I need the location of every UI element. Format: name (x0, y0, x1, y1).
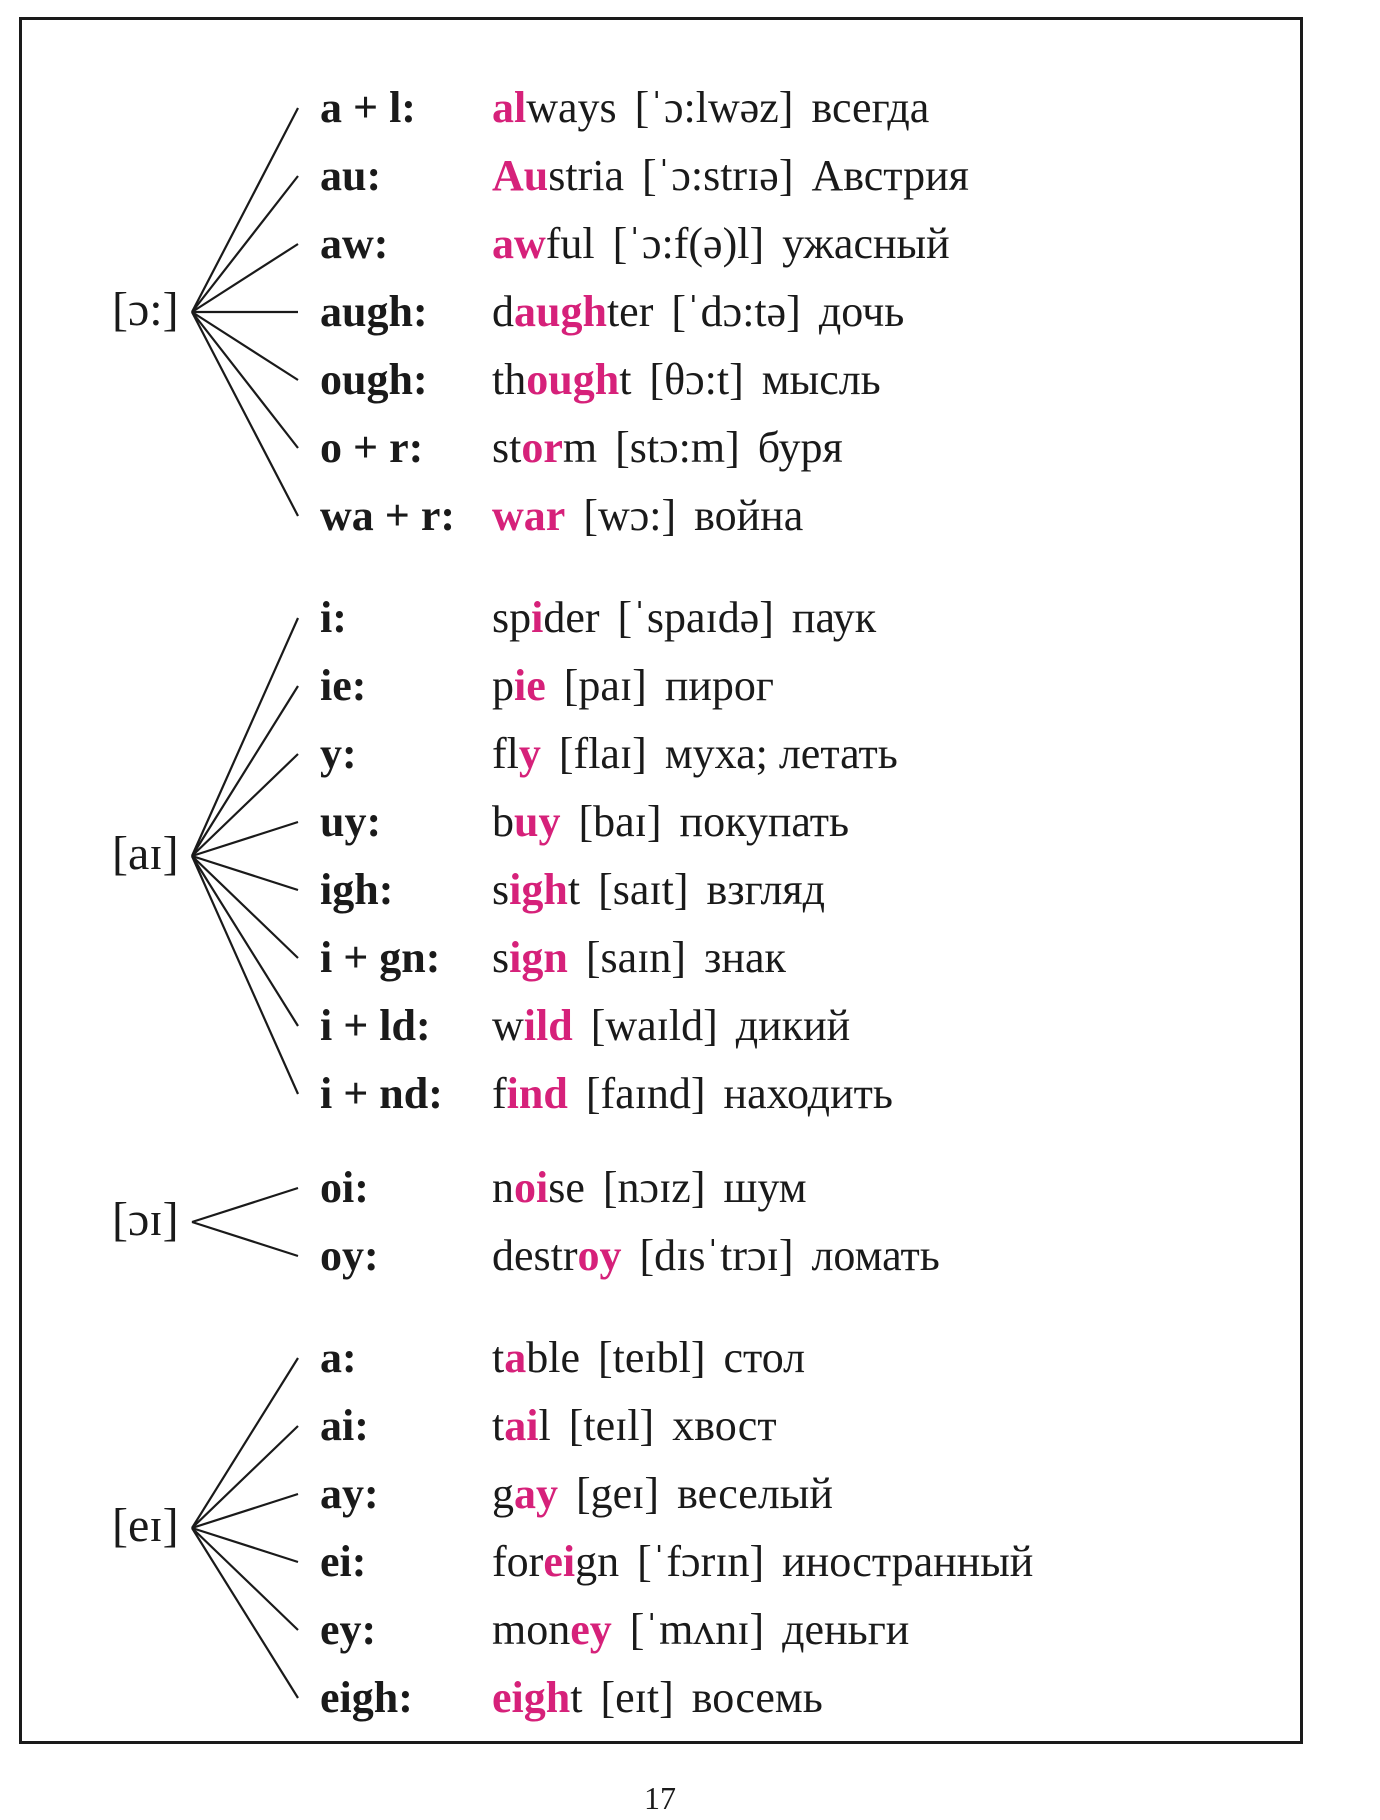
word-letters: for (492, 1537, 544, 1586)
example-row (492, 1602, 909, 1658)
highlighted-letters: ough (526, 355, 620, 404)
spelling-pattern: uy: (320, 797, 382, 846)
translation: восемь (691, 1673, 823, 1722)
transcription: [ˈdɔ:tə] (671, 287, 801, 336)
translation: дочь (818, 287, 905, 336)
word-letters: ble (526, 1333, 580, 1382)
translation: взгляд (706, 865, 826, 914)
example-row (492, 658, 774, 714)
transcription: [faɪnd] (585, 1069, 706, 1118)
transcription: [wɔ:] (583, 491, 677, 540)
example-row (492, 590, 876, 646)
spelling-pattern: igh: (320, 865, 394, 914)
highlighted-letters: augh (514, 287, 607, 336)
highlighted-letters: eigh (492, 1673, 571, 1722)
translation: находить (723, 1069, 893, 1118)
example-row (492, 420, 843, 476)
transcription: [waɪld] (590, 1001, 718, 1050)
highlighted-letters: igh (509, 865, 568, 914)
translation: покупать (679, 797, 850, 846)
spelling-pattern: au: (320, 151, 382, 200)
word-letters: n (492, 1163, 514, 1212)
word-letters: gn (575, 1537, 620, 1586)
example-row (492, 1228, 940, 1284)
transcription: [ˈɔ:strɪə] (642, 151, 794, 200)
example-row (492, 148, 969, 204)
transcription: [ˈmʌnɪ] (629, 1605, 765, 1654)
highlighted-letters: a (504, 1333, 527, 1382)
translation: ломать (811, 1231, 940, 1280)
example-row (492, 1330, 805, 1386)
translation: хвост (672, 1401, 777, 1450)
sound-label: [eɪ] (112, 1499, 179, 1552)
highlighted-letters: oy (577, 1231, 622, 1280)
transcription: [nɔɪz] (602, 1163, 706, 1212)
example-word (492, 729, 541, 778)
word-letters: f (492, 1069, 507, 1118)
highlighted-letters: ei (543, 1537, 576, 1586)
word-letters: ful (545, 219, 595, 268)
highlighted-letters: ign (509, 933, 568, 982)
example-word (492, 865, 580, 914)
spelling-pattern: i: (320, 593, 347, 642)
spelling-pattern: i + ld: (320, 1001, 431, 1050)
spelling-pattern: i + gn: (320, 933, 441, 982)
transcription: [flaɪ] (558, 729, 647, 778)
translation: веселый (677, 1469, 833, 1518)
transcription: [ˈspaɪdə] (617, 593, 774, 642)
word-letters: s (492, 865, 510, 914)
example-word (492, 491, 565, 540)
spelling-pattern: a + l: (320, 83, 416, 132)
example-row (492, 794, 849, 850)
word-letters: st (492, 423, 522, 472)
spelling-pattern: ey: (320, 1605, 377, 1654)
example-word (492, 661, 546, 710)
example-row (492, 1466, 833, 1522)
transcription: [θɔ:t] (649, 355, 744, 404)
word-letters: sp (492, 593, 532, 642)
translation: стол (723, 1333, 806, 1382)
word-letters: t (567, 865, 581, 914)
example-word (492, 355, 631, 404)
transcription: [saɪt] (598, 865, 689, 914)
translation: война (694, 491, 804, 540)
translation: мысль (761, 355, 881, 404)
spelling-pattern: ie: (320, 661, 367, 710)
example-row (492, 1670, 823, 1726)
transcription: [paɪ] (563, 661, 647, 710)
translation: Австрия (811, 151, 969, 200)
spelling-pattern: i + nd: (320, 1069, 443, 1118)
example-row (492, 284, 904, 340)
word-letters: b (492, 797, 514, 846)
highlighted-letters: war (492, 491, 566, 540)
example-word (492, 287, 653, 336)
example-word (492, 1333, 580, 1382)
example-row (492, 80, 929, 136)
word-letters: ter (606, 287, 654, 336)
highlighted-letters: ay (514, 1469, 558, 1518)
spelling-pattern: ay: (320, 1469, 379, 1518)
example-row (492, 1066, 893, 1122)
translation: всегда (811, 83, 930, 132)
example-word (492, 1163, 585, 1212)
transcription: [ˈɔ:f(ə)l] (612, 219, 765, 268)
example-word (492, 1069, 568, 1118)
example-word (492, 1537, 619, 1586)
highlighted-letters: ey (570, 1605, 612, 1654)
example-word (492, 423, 597, 472)
spelling-pattern: ough: (320, 355, 428, 404)
sound-label: [ɔɪ] (112, 1193, 179, 1246)
word-letters: w (492, 1001, 524, 1050)
highlighted-letters: i (531, 593, 544, 642)
spelling-pattern: wa + r: (320, 491, 456, 540)
highlighted-letters: uy (514, 797, 561, 846)
example-row (492, 862, 825, 918)
word-letters: g (492, 1469, 514, 1518)
example-row (492, 726, 898, 782)
translation: муха; летать (664, 729, 898, 778)
example-row (492, 488, 803, 544)
example-word (492, 1673, 582, 1722)
transcription: [geɪ] (576, 1469, 660, 1518)
highlighted-letters: ie (514, 661, 546, 710)
highlighted-letters: al (492, 83, 527, 132)
highlighted-letters: y (518, 729, 541, 778)
transcription: [teɪl] (568, 1401, 655, 1450)
word-letters: t (570, 1673, 583, 1722)
spelling-pattern: eigh: (320, 1673, 413, 1722)
word-letters: t (619, 355, 632, 404)
spelling-pattern: o + r: (320, 423, 424, 472)
highlighted-letters: or (521, 423, 563, 472)
highlighted-letters: ind (506, 1069, 568, 1118)
sound-label: [ɔ:] (112, 283, 179, 336)
example-row (492, 1160, 807, 1216)
translation: знак (704, 933, 786, 982)
word-letters: stria (548, 151, 625, 200)
example-word (492, 1401, 551, 1450)
example-row (492, 998, 850, 1054)
word-letters: se (548, 1163, 585, 1212)
word-letters: m (562, 423, 598, 472)
translation: деньги (782, 1605, 910, 1654)
example-word (492, 219, 595, 268)
transcription: [ˈɔ:lwəz] (634, 83, 794, 132)
translation: иностранный (782, 1537, 1034, 1586)
transcription: [baɪ] (578, 797, 662, 846)
word-letters: p (492, 661, 514, 710)
example-row (492, 930, 786, 986)
example-word (492, 933, 568, 982)
translation: буря (757, 423, 843, 472)
example-word (492, 1001, 573, 1050)
highlighted-letters: oi (514, 1163, 549, 1212)
spelling-pattern: aw: (320, 219, 389, 268)
translation: ужасный (782, 219, 950, 268)
translation: паук (791, 593, 877, 642)
example-word (492, 83, 617, 132)
highlighted-letters: aw (492, 219, 546, 268)
example-word (492, 593, 600, 642)
example-word (492, 1231, 622, 1280)
example-word (492, 1605, 612, 1654)
word-letters: t (492, 1401, 505, 1450)
word-letters: th (492, 355, 527, 404)
highlighted-letters: ai (504, 1401, 539, 1450)
spelling-pattern: ei: (320, 1537, 367, 1586)
translation: шум (723, 1163, 807, 1212)
translation: пирог (664, 661, 774, 710)
word-letters: d (492, 287, 514, 336)
word-letters: l (538, 1401, 551, 1450)
highlighted-letters: ild (523, 1001, 573, 1050)
example-word (492, 1469, 558, 1518)
word-letters: mon (492, 1605, 571, 1654)
transcription: [teɪbl] (598, 1333, 706, 1382)
transcription: [ˈfɔrɪn] (637, 1537, 765, 1586)
example-row (492, 352, 881, 408)
transcription: [stɔ:m] (615, 423, 740, 472)
word-letters: fl (492, 729, 519, 778)
spelling-pattern: y: (320, 729, 357, 778)
page-number: 17 (644, 1780, 676, 1816)
transcription: [eɪt] (600, 1673, 674, 1722)
example-row (492, 1398, 777, 1454)
transcription: [dɪsˈtrɔɪ] (639, 1231, 794, 1280)
spelling-pattern: oy: (320, 1231, 379, 1280)
spelling-pattern: a: (320, 1333, 357, 1382)
translation: дикий (735, 1001, 851, 1050)
word-letters: destr (492, 1231, 578, 1280)
word-letters: s (492, 933, 510, 982)
spelling-pattern: ai: (320, 1401, 369, 1450)
example-word (492, 797, 560, 846)
example-row (492, 216, 950, 272)
word-letters: t (492, 1333, 505, 1382)
example-row (492, 1534, 1033, 1590)
word-letters: ways (526, 83, 617, 132)
word-letters: der (543, 593, 600, 642)
spelling-pattern: oi: (320, 1163, 369, 1212)
highlighted-letters: Au (492, 151, 549, 200)
transcription: [saɪn] (585, 933, 687, 982)
sound-label: [aɪ] (112, 827, 179, 880)
spelling-pattern: augh: (320, 287, 428, 336)
example-word (492, 151, 624, 200)
